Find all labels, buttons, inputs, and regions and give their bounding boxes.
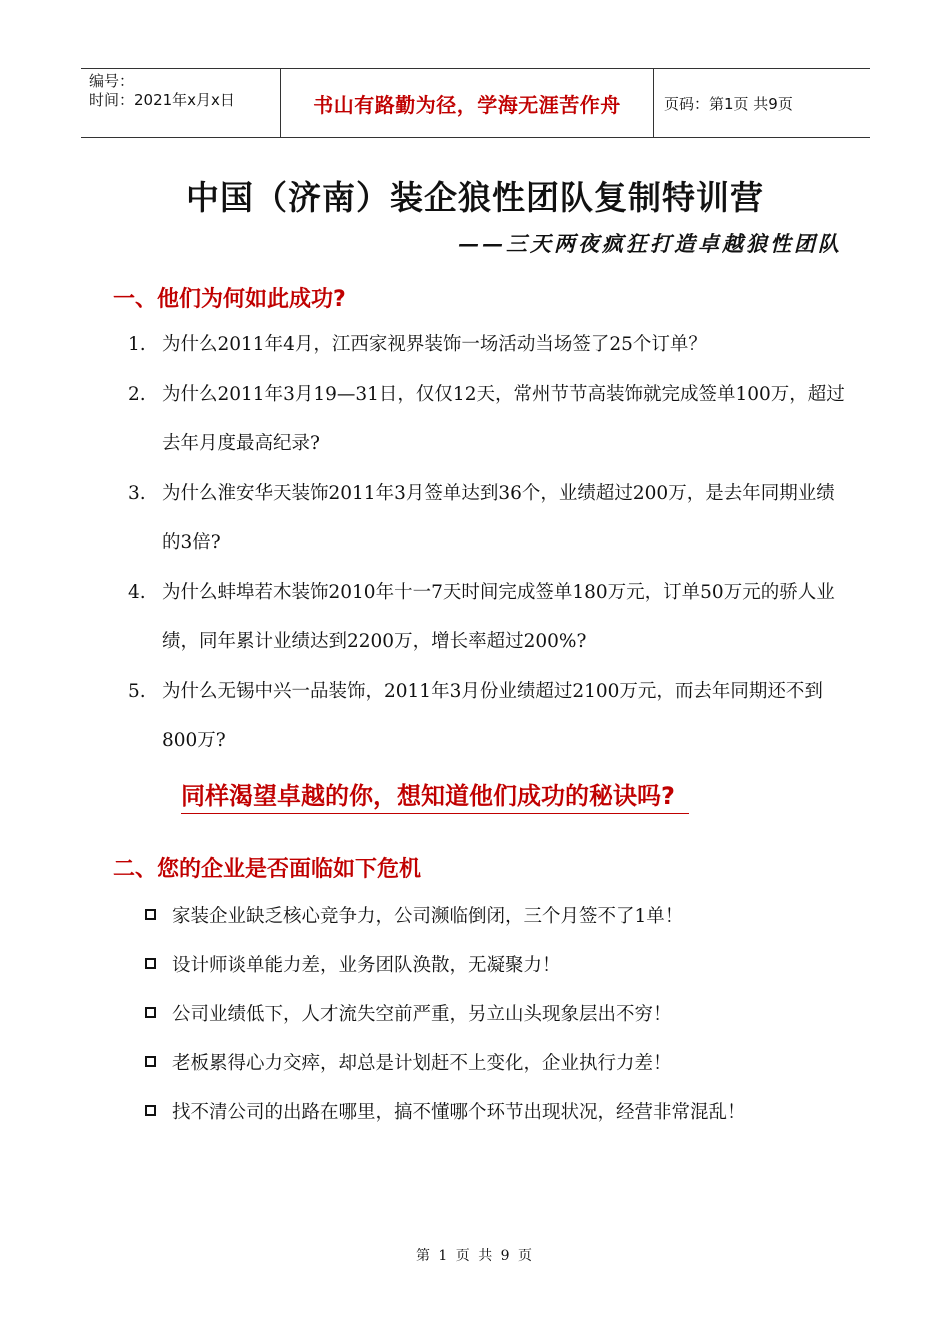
list-item-text: 为什么无锡中兴一品装饰，2011年3月份业绩超过2100万元，而去年同期还不到800万? xyxy=(162,680,823,751)
list-item-number: 2. xyxy=(128,383,146,405)
header-meta-cell xyxy=(81,69,281,137)
list-item xyxy=(128,320,848,370)
list-item xyxy=(144,1039,844,1088)
crisis-checklist xyxy=(144,892,844,1137)
callout-text: 同样渴望卓越的你，想知道他们成功的秘诀吗? xyxy=(181,776,689,814)
list-item-number: 4. xyxy=(128,581,146,603)
list-item xyxy=(128,568,848,667)
list-item-text: 家装企业缺乏核心竞争力，公司濒临倒闭，三个月签不了1单！ xyxy=(172,906,684,927)
list-item xyxy=(144,1088,844,1137)
list-item-text: 为什么2011年3月19—31日，仅仅12天，常州节节高装饰就完成签单100万，超过去年月度最高纪录? xyxy=(162,383,845,454)
page-footer: 第 1 页 共 9 页 xyxy=(415,1248,535,1264)
list-item xyxy=(128,469,848,568)
list-item-text: 为什么蚌埠若木装饰2010年十一7天时间完成签单180万元，订单50万元的骄人业绩，同年累计业绩达到2200万，增长率超过200%? xyxy=(162,581,835,652)
list-item-number: 5. xyxy=(128,680,146,702)
list-item-number: 1. xyxy=(128,334,146,355)
list-item xyxy=(144,941,844,990)
list-item-text: 为什么淮安华天装饰2011年3月签单达到36个，业绩超过200万，是去年同期业绩的3倍? xyxy=(162,482,835,553)
document-header xyxy=(81,68,870,138)
list-item-text: 找不清公司的出路在哪里，搞不懂哪个环节出现状况，经营非常混乱！ xyxy=(172,1102,746,1123)
checkbox-icon xyxy=(144,941,172,990)
page-subtitle: ——三天两夜疯狂打造卓越狼性团队 xyxy=(458,231,842,256)
section2-heading: 二、您的企业是否面临如下危机 xyxy=(113,857,422,882)
list-item xyxy=(128,370,848,469)
page-title: 中国（济南）装企狼性团队复制特训营 xyxy=(186,178,764,217)
list-item xyxy=(128,667,848,766)
list-item-text: 为什么2011年4月，江西家视界装饰一场活动当场签了25个订单？ xyxy=(162,334,707,355)
list-item-text: 公司业绩低下，人才流失空前严重，另立山头现象层出不穷！ xyxy=(172,1004,672,1025)
success-questions-list xyxy=(128,320,848,766)
list-item xyxy=(144,892,844,941)
checkbox-icon xyxy=(144,892,172,941)
header-motto: 书山有路勤为径，学海无涯苦作舟 xyxy=(281,69,654,137)
header-number-label: 编号： xyxy=(89,72,135,90)
list-item-text: 老板累得心力交瘁，却总是计划赶不上变化，企业执行力差！ xyxy=(172,1053,672,1074)
header-time-label: 时间：2021年x月x日 xyxy=(89,91,235,109)
section1-heading: 一、他们为何如此成功? xyxy=(113,287,346,312)
list-item-text: 设计师谈单能力差，业务团队涣散，无凝聚力！ xyxy=(172,955,561,976)
list-item xyxy=(144,990,844,1039)
header-page-info: 页码：第1页 共9页 xyxy=(664,94,793,113)
checkbox-icon xyxy=(144,1088,172,1137)
checkbox-icon xyxy=(144,990,172,1039)
checkbox-icon xyxy=(144,1039,172,1088)
list-item-number: 3. xyxy=(128,482,146,504)
